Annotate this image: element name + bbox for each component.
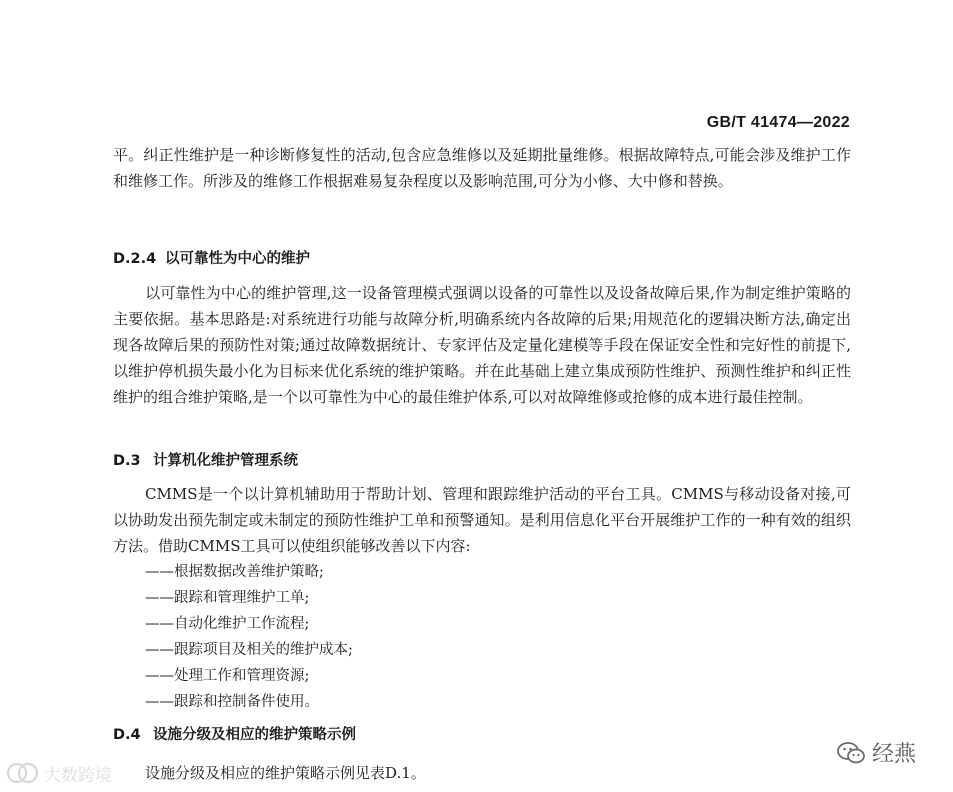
wechat-icon [836,741,866,765]
paragraph-rcm-text: 以可靠性为中心的维护管理,这一设备管理模式强调以设备的可靠性以及设备故障后果,作为制定维护策略的主要依据。基本思路是:对系统进行功能与故障分析,明确系统内各故障的后果;用规范化的逻辑决断方法,确定出现各故障后果的预防性对策;通过故障数据统计、专家评估及定量化建模等手段在保证安全性和完好性的前提下,以维护停机损失最小化为目标来优化系统的维护策略。并在此基础上建立集成预防性维护、预测性维护和纠正性维护的组合维护策略,是一个以可靠性为中心的最佳维护体系,可以对故障维修或抢修的成本进行最佳控制。 [113,284,851,406]
paragraph-corrective-maintenance: 平。纠正性维护是一种诊断修复性的活动,包含应急维修以及延期批量维修。根据故障特点,可能会涉及维护工作和维修工作。所涉及的维修工作根据难易复杂程度以及影响范围,可分为小修、大中修和替换。 [113,146,851,190]
section-number: D.2.4 [113,251,157,267]
watermark-logo-icon [6,760,40,786]
watermark-right-text: 经燕 [872,742,917,767]
paragraph-table-ref: 设施分级及相应的维护策略示例见表D.1。 [145,764,426,782]
paragraph-cmms [113,481,851,559]
section-heading-d24 [113,247,310,268]
paragraph-rcm [113,280,851,410]
section-title: 以可靠性为中心的维护 [165,251,310,267]
list-item: ——跟踪和控制备件使用。 [145,694,319,710]
list-item: ——跟踪项目及相关的维护成本; [145,642,353,658]
section-title: 计算机化维护管理系统 [153,453,298,469]
standard-code: GB/T 41474—2022 [706,114,850,131]
cmms-benefit-list [145,559,353,715]
watermark-left [6,760,112,786]
list-item: ——跟踪和管理维护工单; [145,590,310,606]
section-number: D.4 [113,727,141,743]
section-heading-d4 [113,723,356,744]
paragraph-cmms-text: CMMS是一个以计算机辅助用于帮助计划、管理和跟踪维护活动的平台工具。CMMS与移动设备对接,可以协助发出预先制定或未制定的预防性维护工单和预警通知。是利用信息化平台开展维护工作的一种有效的组织方法。借助CMMS工具可以使组织能够改善以下内容: [113,485,851,555]
list-item: ——处理工作和管理资源; [145,668,310,684]
watermark-left-text: 大数跨境 [44,765,112,786]
section-title: 设施分级及相应的维护策略示例 [153,727,356,743]
list-item: ——根据数据改善维护策略; [145,564,324,580]
section-heading-d3 [113,449,298,470]
list-item: ——自动化维护工作流程; [145,616,310,632]
section-number: D.3 [113,453,141,469]
watermark-right [836,737,916,768]
